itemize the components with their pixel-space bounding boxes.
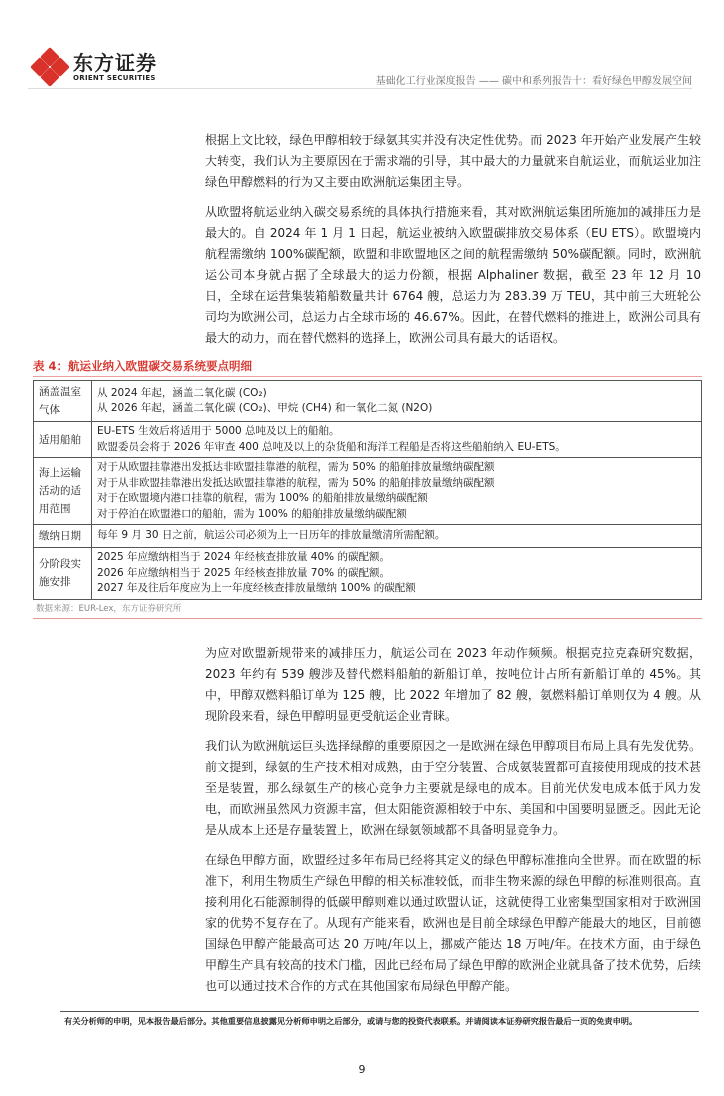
line: 对于从欧盟挂靠港出发抵达非欧盟挂靠港的航程，需为 50% 的船舶排放量缴纳碳配额 (97, 461, 495, 473)
row-key: 涵盖温室气体 (34, 381, 92, 422)
line: 2027 年及往后年度应为上一年度经核查排放量缴纳 100% 的碳配额 (97, 582, 416, 594)
row-key: 分阶段实施安排 (34, 548, 92, 600)
line: 欧盟委员会将于 2026 年审查 400 总吨及以上的杂货船和海洋工程船是否将这些船舶纳入 EU-ETS。 (97, 440, 566, 453)
table-row (34, 525, 702, 548)
row-value (92, 422, 702, 458)
line: 对于停泊在欧盟港口的船舶，需为 100% 的船舶排放量缴纳碳配额 (97, 507, 407, 520)
line: 2026 年应缴纳相当于 2025 年经核查排放量 70% 的碳配额。 (97, 566, 390, 579)
row-value (92, 525, 702, 548)
disclaimer: 有关分析师的申明，见本报告最后部分。其他重要信息披露见分析师申明之后部分，或请与您的投资代表联系。并请阅读本证券研究报告最后一页的免责申明。 (64, 1015, 638, 1026)
table-row (34, 422, 702, 458)
logo-en: ORIENT SECURITIES (73, 74, 156, 82)
table-row (34, 458, 702, 525)
row-value (92, 458, 702, 525)
table-row (34, 548, 702, 600)
row-value (92, 548, 702, 600)
paragraph: 从欧盟将航运业纳入碳交易系统的具体执行措施来看，其对欧洲航运集团所施加的减排压力是最大的。自 2024 年 1 月 1 日起，航运业被纳入欧盟碳排放交易体系（EU ETS）。欧盟境内航程需缴纳 100%碳配额，欧盟和非欧盟地区之间的航程需缴纳 50%碳配额。同时，欧洲航运公司本身就占据了全球最大的运力份额，根据 Alphaliner 数据，截至 23 年 12 月 10 日，全球在运营集装箱船数量共计 6764 艘，总运力为 283.39 万 TEU，其中前三大班轮公司均为欧洲公司，总运力占全球市场的 46.67%。因此，在替代燃料的推进上，欧洲公司具有最大的动力，而在替代燃料的选择上，欧洲公司具有最大的话语权。 (205, 205, 701, 345)
eu-ets-table (33, 380, 702, 600)
line: 对于在欧盟境内港口挂靠的航程，需为 100% 的船舶排放量缴纳碳配额 (97, 492, 428, 504)
line: EU-ETS 生效后将适用于 5000 总吨及以上的船舶。 (97, 425, 340, 437)
row-key: 缴纳日期 (34, 525, 92, 548)
line: 2025 年应缴纳相当于 2024 年经核查排放量 40% 的碳配额。 (97, 551, 390, 563)
table-caption: 表 4：航运业纳入欧盟碳交易系统要点明细 (33, 359, 253, 373)
footer-divider (60, 1011, 699, 1012)
page-number: 9 (358, 1062, 366, 1076)
row-value (92, 381, 702, 422)
paragraph: 在绿色甲醇方面，欧盟经过多年布局已经将其定义的绿色甲醇标准推向全世界。而在欧盟的标准下，利用生物质生产绿色甲醇的相关标准较低，而非生物来源的绿色甲醇的标准则很高。直接利用化石能源制得的低碳甲醇则难以通过欧盟认证，这就使得工业密集型国家相对于欧洲国家的优势不复存在了。从现有产能来看，欧洲也是目前全球绿色甲醇产能最大的地区，目前德国绿色甲醇产能最高可达 20 万吨/年以上，挪威产能达 18 万吨/年。在技术方面，由于绿色甲醇生产具有较高的技术门槛，因此已经布局了绿色甲醇的欧洲企业就具备了技术优势，后续也可以通过技术合作的方式在其他国家布局绿色甲醇产能。 (205, 852, 701, 993)
table-row (34, 381, 702, 422)
line: 对于从非欧盟挂靠港出发抵达欧盟挂靠港的航程，需为 50% 的船舶排放量缴纳碳配额 (97, 476, 495, 489)
caption-divider (33, 358, 702, 377)
logo-cn: 东方证券 (73, 51, 157, 75)
paragraph: 根据上文比较，绿色甲醇相较于绿氨其实并没有决定性优势。而 2023 年开始产业发展产生较大转变，我们认为主要原因在于需求端的引导，其中最大的力量就来自航运业，而航运业加注绿色甲醇燃料的行为又主要由欧洲航运集团主导。 (205, 133, 701, 189)
source-divider (33, 618, 702, 619)
paragraph: 我们认为欧洲航运巨头选择绿醇的重要原因之一是欧洲在绿色甲醇项目布局上具有先发优势。前文提到，绿氨的生产技术相对成熟，由于空分装置、合成氨装置都可直接使用现成的技术甚至是装置，那么绿氨生产的核心竞争力主要就是绿电的成本。目前光伏发电成本低于风力发电，而欧洲虽然风力资源丰富，但太阳能资源相较于中东、美国和中国要明显匮乏。因此无论是从成本上还是存量装置上，欧洲在绿氨领域都不具备明显竞争力。 (205, 738, 701, 837)
line: 从 2026 年起，涵盖二氧化碳 (CO₂)、甲烷 (CH4) 和一氧化二氮 (N2O) (97, 402, 433, 414)
line: 每年 9 月 30 日之前，航运公司必须为上一日历年的排放量缴清所需配额。 (97, 529, 446, 542)
paragraph: 为应对欧盟新规带来的减排压力，航运公司在 2023 年动作频频。根据克拉克森研究数据，2023 年约有 539 艘涉及替代燃料船舶的新船订单，按吨位计占所有新船订单的 45%。其中，甲醇双燃料船订单为 125 艘，比 2022 年增加了 82 艘，氨燃料船订单则仅为 4 艘。从现阶段来看，绿色甲醇明显更受航运企业青睐。 (205, 645, 701, 723)
footer (0, 1011, 724, 1096)
row-key: 适用船舶 (34, 422, 92, 458)
report-title: 基础化工行业深度报告 —— 碳中和系列报告十：看好绿色甲醇发展空间 (375, 76, 692, 87)
row-key: 海上运输活动的适用范围 (34, 458, 92, 525)
table-source: 数据来源：EUR-Lex，东方证券研究所 (36, 603, 182, 614)
line: 从 2024 年起，涵盖二氧化碳 (CO₂) (97, 386, 267, 399)
